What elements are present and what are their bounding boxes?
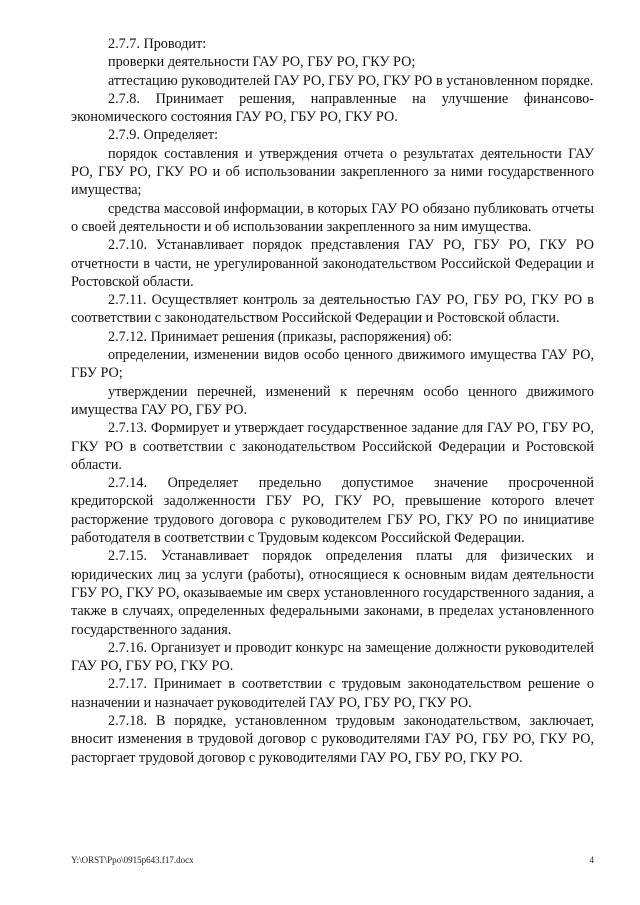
footer-file-path: Y:\ORST\Ppo\0915p643.f17.docx xyxy=(71,855,194,865)
paragraph-2-7-12-item-1: определении, изменении видов особо ценного движимого имущества ГАУ РО, ГБУ РО; xyxy=(71,347,594,382)
paragraph-2-7-12-item-2: утверждении перечней, изменений к перечням особо ценного движимого имущества ГАУ РО, ГБУ РО. xyxy=(71,383,594,418)
paragraph-2-7-16: 2.7.16. Организует и проводит конкурс на замещение должности руководителей ГАУ РО, ГБУ РО, ГКУ РО. xyxy=(71,639,594,675)
paragraph-2-7-13: 2.7.13. Формирует и утверждает государственное задание для ГАУ РО, ГБУ РО, ГКУ РО в соответствии с законодательством Российской Федерации и Ростовской области. xyxy=(71,420,594,473)
paragraph-2-7-14: 2.7.14. Определяет предельно допустимое значение просроченной кредиторской задолженности ГБУ РО, ГКУ РО, превышение которого влечет расторжение трудового договора с руководителем ГБУ РО, ГКУ РО по инициативе работодателя в соответствии с Трудовым кодексом Российской Федерации. xyxy=(71,475,594,547)
paragraph-2-7-9: 2.7.9. Определяет: xyxy=(108,127,219,144)
paragraph-2-7-11: 2.7.11. Осуществляет контроль за деятельностью ГАУ РО, ГБУ РО, ГКУ РО в соответствии с законодательством Российской Федерации и Ростовской области. xyxy=(71,292,594,327)
paragraph-2-7-18: 2.7.18. В порядке, установленном трудовым законодательством, заключает, вносит изменения в трудовой договор с руководителями ГАУ РО, ГБУ РО, ГКУ РО, расторгает трудовой договор с руководителями ГАУ РО, ГБУ РО, ГКУ РО. xyxy=(71,712,594,766)
paragraph-2-7-12: 2.7.12. Принимает решения (приказы, распоряжения) об: xyxy=(108,328,453,345)
paragraph-2-7-17: 2.7.17. Принимает в соответствии с трудовым законодательством решение о назначении и назначает руководителей ГАУ РО, ГБУ РО, ГКУ РО. xyxy=(71,676,594,711)
document-page xyxy=(71,35,594,767)
paragraph-2-7-7-item-2: аттестацию руководителей ГАУ РО, ГБУ РО, ГКУ РО в установленном порядке. xyxy=(108,72,594,89)
page-number: 4 xyxy=(589,855,594,865)
paragraph-2-7-7: 2.7.7. Проводит: xyxy=(108,36,207,52)
paragraph-2-7-15: 2.7.15. Устанавливает порядок определения платы для физических и юридических лиц за услуги (работы), относящиеся к основным видам деятельности ГБУ РО, ГКУ РО, оказываемые им сверх установленного государственного задания, а также в случаях, определенных федеральными законами, в пределах установленного государственного задания. xyxy=(71,548,594,638)
paragraph-2-7-10: 2.7.10. Устанавливает порядок представления ГАУ РО, ГБУ РО, ГКУ РО отчетности в части, не урегулированной законодательством Российской Федерации и Ростовской области. xyxy=(71,237,594,290)
paragraph-2-7-9-item-2: средства массовой информации, в которых ГАУ РО обязано публиковать отчеты о своей деятельности и об использовании закрепленного за ним имущества. xyxy=(71,200,594,235)
paragraph-2-7-7-item-1: проверки деятельности ГАУ РО, ГБУ РО, ГКУ РО; xyxy=(108,54,416,71)
paragraph-2-7-9-item-1: порядок составления и утверждения отчета о результатах деятельности ГАУ РО, ГБУ РО, ГКУ РО и об использовании закрепленного за ними государственного имущества; xyxy=(71,145,594,199)
paragraph-2-7-8: 2.7.8. Принимает решения, направленные на улучшение финансово-экономического состояния ГАУ РО, ГБУ РО, ГКУ РО. xyxy=(71,90,594,126)
